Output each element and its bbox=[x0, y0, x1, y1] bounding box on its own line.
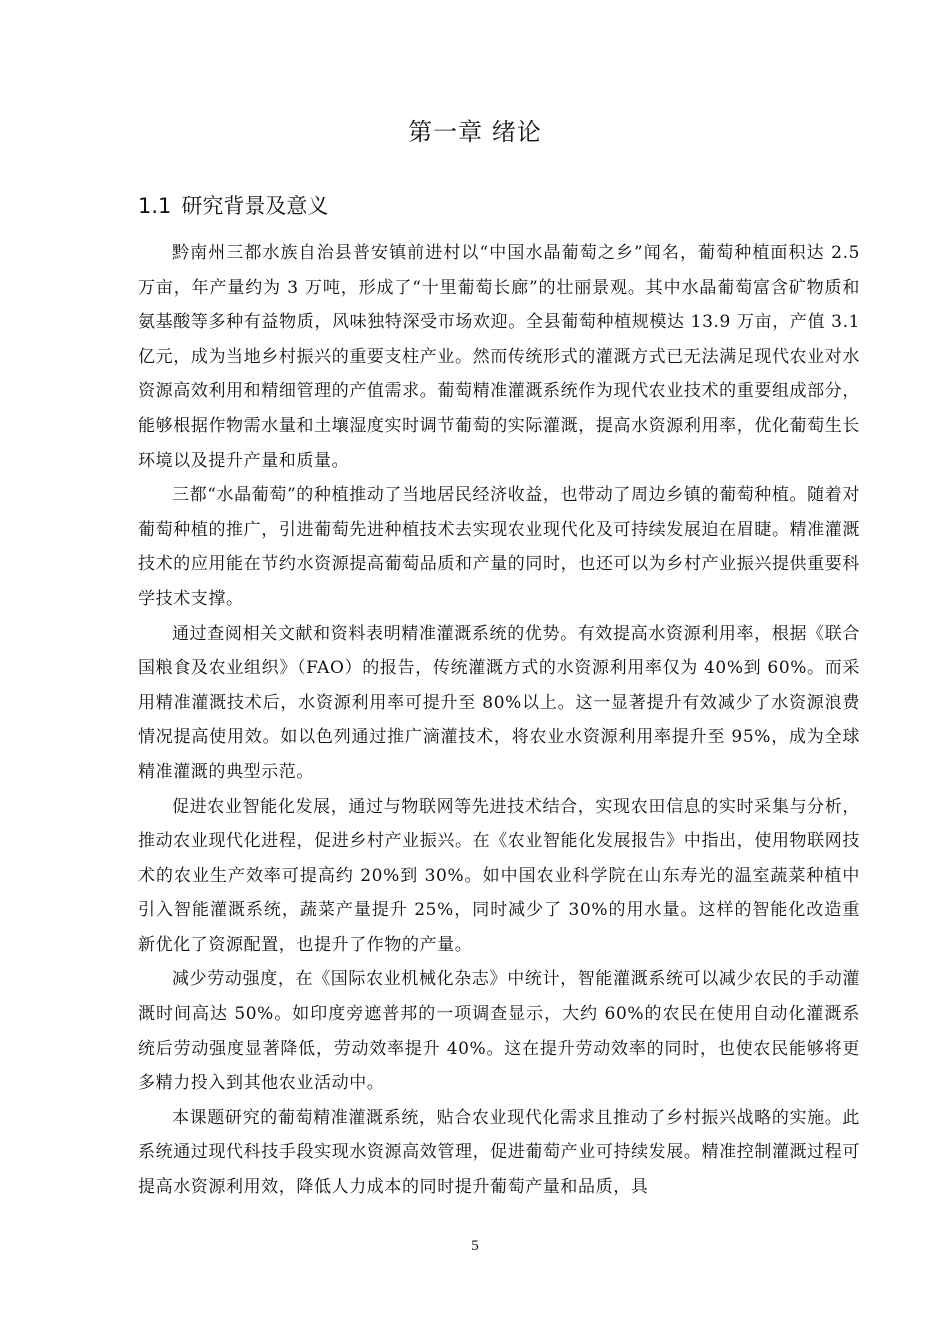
paragraph: 黔南州三都水族自治县普安镇前进村以“中国水晶葡萄之乡”闻名，葡萄种植面积达 2.5 万亩，年产量约为 3 万吨，形成了“十里葡萄长廊”的壮丽景观。其中水晶葡萄富含矿物质和氨基酸等多种有益物质，风味独特深受市场欢迎。全县葡萄种植规模达 13.9 万亩，产值 3.1 亿元，成为当地乡村振兴的重要支柱产业。然而传统形式的灌溉方式已无法满足现代农业对水资源高效利用和精细管理的产值需求。葡萄精准灌溉系统作为现代农业技术的重要组成部分，能够根据作物需水量和土壤湿度实时调节葡萄的实际灌溉，提高水资源利用率，优化葡萄生长环境以及提升产量和质量。 bbox=[138, 243, 860, 471]
paragraph: 促进农业智能化发展，通过与物联网等先进技术结合，实现农田信息的实时采集与分析，推动农业现代化进程，促进乡村产业振兴。在《农业智能化发展报告》中指出，使用物联网技术的农业生产效率可提高约 20%到 30%。如中国农业科学院在山东寿光的温室蔬菜种植中引入智能灌溉系统，蔬菜产量提升 25%，同时减少了 30%的用水量。这样的智能化改造重新优化了资源配置，也提升了作物的产量。 bbox=[138, 796, 860, 955]
body-text bbox=[138, 236, 860, 1205]
paragraph: 三都“水晶葡萄”的种植推动了当地居民经济收益，也带动了周边乡镇的葡萄种植。随着对葡萄种植的推广，引进葡萄先进种植技术去实现农业现代化及可持续发展迫在眉睫。精准灌溉技术的应用能在节约水资源提高葡萄品质和产量的同时，也还可以为乡村产业振兴提供重要科学技术支撑。 bbox=[138, 485, 860, 609]
chapter-title: 第一章 绪论 bbox=[408, 118, 542, 146]
paragraph: 减少劳动强度，在《国际农业机械化杂志》中统计，智能灌溉系统可以减少农民的手动灌溉时间高达 50%。如印度旁遮普邦的一项调查显示，大约 60%的农民在使用自动化灌溉系统后劳动强度显著降低，劳动效率提升 40%。这在提升劳动效率的同时，也使农民能够将更多精力投入到其他农业活动中。 bbox=[138, 969, 860, 1094]
paragraph: 通过查阅相关文献和资料表明精准灌溉系统的优势。有效提高水资源利用率，根据《联合国粮食及农业组织》（FAO）的报告，传统灌溉方式的水资源利用率仅为 40%到 60%。而采用精准灌溉技术后，水资源利用率可提升至 80%以上。这一显著提升有效减少了水资源浪费情况提高使用效。如以色列通过推广滴灌技术，将农业水资源利用率提升至 95%，成为全球精准灌溉的典型示范。 bbox=[138, 623, 860, 782]
page-number: 5 bbox=[471, 1238, 479, 1254]
section-title: 研究背景及意义 bbox=[181, 194, 329, 218]
paragraph: 本课题研究的葡萄精准灌溉系统，贴合农业现代化需求且推动了乡村振兴战略的实施。此系统通过现代科技手段实现水资源高效管理，促进葡萄产业可持续发展。精准控制灌溉过程可提高水资源利用效，降低人力成本的同时提升葡萄产量和品质，具 bbox=[138, 1107, 860, 1198]
section-heading bbox=[138, 188, 328, 224]
section-number: 1.1 bbox=[138, 194, 172, 218]
